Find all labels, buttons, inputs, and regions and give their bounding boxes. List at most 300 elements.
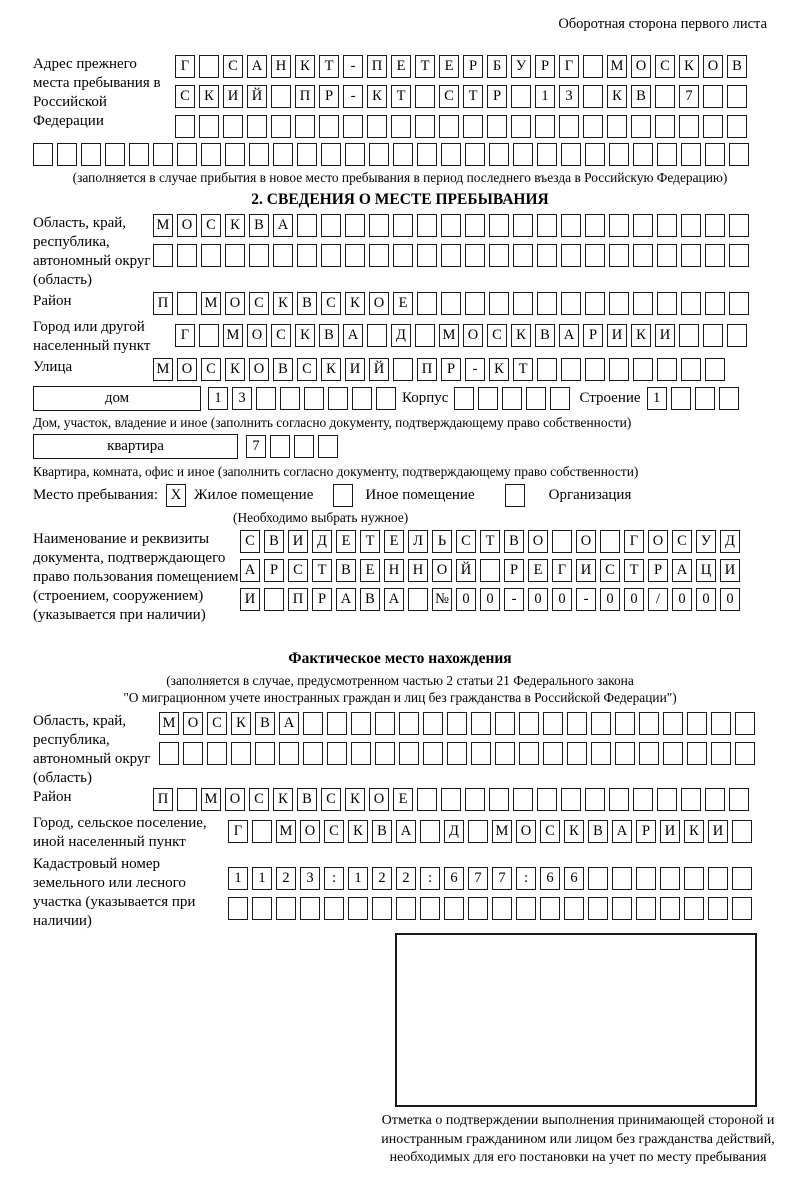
char-cell-empty[interactable] (345, 214, 365, 237)
char-cell-filled[interactable]: А (343, 324, 363, 347)
char-cell-empty[interactable] (399, 742, 419, 765)
char-cell-empty[interactable] (247, 115, 267, 138)
char-cell-empty[interactable] (543, 712, 563, 735)
char-cell-filled[interactable]: № (432, 588, 452, 611)
char-cell-empty[interactable] (561, 292, 581, 315)
char-cell-empty[interactable] (705, 788, 725, 811)
char-cell-empty[interactable] (417, 788, 437, 811)
char-cell-empty[interactable] (591, 742, 611, 765)
char-cell-filled[interactable]: Р (463, 55, 483, 78)
char-cell-empty[interactable] (468, 897, 488, 920)
char-cell-empty[interactable] (585, 788, 605, 811)
char-cell-empty[interactable] (492, 897, 512, 920)
char-cell-empty[interactable] (537, 788, 557, 811)
char-cell-empty[interactable] (727, 85, 747, 108)
char-cell-empty[interactable] (393, 143, 413, 166)
char-cell-empty[interactable] (489, 244, 509, 267)
char-cell-filled[interactable]: 1 (647, 387, 667, 410)
char-cell-filled[interactable]: К (511, 324, 531, 347)
char-cell-filled[interactable]: П (367, 55, 387, 78)
char-cell-empty[interactable] (408, 588, 428, 611)
char-cell-filled[interactable]: 2 (396, 867, 416, 890)
char-cell-filled[interactable]: С (487, 324, 507, 347)
char-cell-filled[interactable]: 3 (232, 387, 252, 410)
char-cell-filled[interactable]: 6 (444, 867, 464, 890)
char-cell-filled[interactable]: Е (393, 292, 413, 315)
char-cell-empty[interactable] (255, 742, 275, 765)
char-cell-empty[interactable] (415, 324, 435, 347)
char-cell-empty[interactable] (417, 244, 437, 267)
char-cell-empty[interactable] (633, 788, 653, 811)
char-cell-empty[interactable] (633, 292, 653, 315)
char-cell-filled[interactable]: Й (456, 559, 476, 582)
char-cell-empty[interactable] (655, 85, 675, 108)
char-cell-filled[interactable]: Т (463, 85, 483, 108)
char-cell-filled[interactable]: С (207, 712, 227, 735)
char-cell-empty[interactable] (615, 742, 635, 765)
char-cell-filled[interactable]: Р (636, 820, 656, 843)
char-cell-filled[interactable]: Ь (432, 530, 452, 553)
char-cell-empty[interactable] (732, 867, 752, 890)
char-cell-empty[interactable] (225, 244, 245, 267)
char-cell-empty[interactable] (543, 742, 563, 765)
char-cell-filled[interactable]: И (660, 820, 680, 843)
char-cell-empty[interactable] (729, 143, 749, 166)
char-cell-empty[interactable] (612, 867, 632, 890)
char-cell-empty[interactable] (583, 55, 603, 78)
char-cell-empty[interactable] (561, 788, 581, 811)
char-cell-empty[interactable] (703, 85, 723, 108)
char-cell-empty[interactable] (511, 85, 531, 108)
char-cell-filled[interactable]: 0 (480, 588, 500, 611)
char-cell-filled[interactable]: А (279, 712, 299, 735)
char-cell-empty[interactable] (561, 143, 581, 166)
char-cell-filled[interactable]: 1 (252, 867, 272, 890)
char-cell-filled[interactable]: - (504, 588, 524, 611)
char-cell-empty[interactable] (304, 387, 324, 410)
char-cell-empty[interactable] (513, 214, 533, 237)
char-cell-empty[interactable] (591, 712, 611, 735)
char-cell-empty[interactable] (583, 115, 603, 138)
char-cell-empty[interactable] (711, 742, 731, 765)
char-cell-filled[interactable]: - (343, 85, 363, 108)
char-cell-filled[interactable]: С (439, 85, 459, 108)
char-cell-filled[interactable]: 0 (600, 588, 620, 611)
char-cell-filled[interactable]: М (492, 820, 512, 843)
char-cell-empty[interactable] (735, 742, 755, 765)
char-cell-empty[interactable] (561, 244, 581, 267)
char-cell-empty[interactable] (367, 115, 387, 138)
char-cell-empty[interactable] (175, 115, 195, 138)
char-cell-filled[interactable]: - (576, 588, 596, 611)
char-cell-filled[interactable]: Р (648, 559, 668, 582)
char-cell-empty[interactable] (375, 712, 395, 735)
char-cell-filled[interactable]: А (384, 588, 404, 611)
char-cell-empty[interactable] (280, 387, 300, 410)
char-cell-empty[interactable] (559, 115, 579, 138)
char-cell-filled[interactable]: В (372, 820, 392, 843)
char-cell-empty[interactable] (561, 358, 581, 381)
char-cell-empty[interactable] (705, 244, 725, 267)
char-cell-filled[interactable]: С (324, 820, 344, 843)
char-cell-empty[interactable] (321, 244, 341, 267)
char-cell-empty[interactable] (417, 292, 437, 315)
char-cell-empty[interactable] (684, 867, 704, 890)
char-cell-empty[interactable] (447, 712, 467, 735)
char-cell-filled[interactable]: А (247, 55, 267, 78)
char-cell-filled[interactable]: К (684, 820, 704, 843)
char-cell-filled[interactable]: О (432, 559, 452, 582)
char-cell-empty[interactable] (711, 712, 731, 735)
char-cell-filled[interactable]: Р (583, 324, 603, 347)
char-cell-filled[interactable]: И (607, 324, 627, 347)
char-cell-empty[interactable] (585, 292, 605, 315)
char-cell-empty[interactable] (495, 712, 515, 735)
char-cell-filled[interactable]: С (223, 55, 243, 78)
char-cell-empty[interactable] (391, 115, 411, 138)
char-cell-filled[interactable]: Н (384, 559, 404, 582)
char-cell-empty[interactable] (537, 292, 557, 315)
char-cell-filled[interactable]: О (516, 820, 536, 843)
char-cell-empty[interactable] (660, 897, 680, 920)
char-cell-filled[interactable]: П (153, 292, 173, 315)
char-cell-filled[interactable]: А (240, 559, 260, 582)
char-cell-empty[interactable] (588, 897, 608, 920)
char-cell-filled[interactable]: О (703, 55, 723, 78)
char-cell-filled[interactable]: Е (336, 530, 356, 553)
char-cell-filled[interactable]: А (396, 820, 416, 843)
char-cell-empty[interactable] (417, 214, 437, 237)
char-cell-empty[interactable] (351, 742, 371, 765)
char-cell-empty[interactable] (367, 324, 387, 347)
char-cell-empty[interactable] (318, 435, 338, 458)
char-cell-empty[interactable] (372, 897, 392, 920)
char-cell-filled[interactable]: Д (312, 530, 332, 553)
char-cell-empty[interactable] (489, 788, 509, 811)
char-cell-empty[interactable] (468, 820, 488, 843)
char-cell-empty[interactable] (705, 292, 725, 315)
char-cell-filled[interactable]: С (672, 530, 692, 553)
char-cell-filled[interactable]: И (240, 588, 260, 611)
char-cell-empty[interactable] (295, 115, 315, 138)
char-cell-empty[interactable] (297, 244, 317, 267)
char-cell-filled[interactable]: С (321, 788, 341, 811)
char-cell-empty[interactable] (633, 244, 653, 267)
char-cell-empty[interactable] (439, 115, 459, 138)
char-cell-empty[interactable] (585, 214, 605, 237)
char-cell-filled[interactable]: В (297, 292, 317, 315)
char-cell-empty[interactable] (417, 143, 437, 166)
char-cell-empty[interactable] (348, 897, 368, 920)
char-cell-filled[interactable]: Д (391, 324, 411, 347)
char-cell-empty[interactable] (561, 214, 581, 237)
char-cell-empty[interactable] (465, 244, 485, 267)
char-cell-empty[interactable] (271, 115, 291, 138)
char-cell-empty[interactable] (276, 897, 296, 920)
char-cell-filled[interactable]: О (631, 55, 651, 78)
char-cell-empty[interactable] (201, 244, 221, 267)
char-cell-empty[interactable] (511, 115, 531, 138)
char-cell-filled[interactable]: Т (480, 530, 500, 553)
char-cell-empty[interactable] (207, 742, 227, 765)
char-cell-empty[interactable] (252, 820, 272, 843)
char-cell-empty[interactable] (655, 115, 675, 138)
char-cell-empty[interactable] (201, 143, 221, 166)
char-cell-empty[interactable] (177, 292, 197, 315)
char-cell-filled[interactable]: 6 (564, 867, 584, 890)
char-cell-empty[interactable] (519, 742, 539, 765)
char-cell-empty[interactable] (465, 292, 485, 315)
char-cell-filled[interactable]: 1 (208, 387, 228, 410)
char-cell-filled[interactable]: С (249, 788, 269, 811)
char-cell-filled[interactable]: О (648, 530, 668, 553)
char-cell-empty[interactable] (480, 559, 500, 582)
char-cell-filled[interactable]: К (367, 85, 387, 108)
char-cell-empty[interactable] (585, 358, 605, 381)
char-cell-empty[interactable] (352, 387, 372, 410)
char-cell-filled[interactable]: С (600, 559, 620, 582)
char-cell-empty[interactable] (489, 292, 509, 315)
char-cell-filled[interactable]: А (559, 324, 579, 347)
char-cell-empty[interactable] (231, 742, 251, 765)
char-cell-filled[interactable]: 3 (559, 85, 579, 108)
char-cell-empty[interactable] (684, 897, 704, 920)
char-cell-empty[interactable] (502, 387, 522, 410)
char-cell-empty[interactable] (183, 742, 203, 765)
char-cell-empty[interactable] (177, 788, 197, 811)
char-cell-filled[interactable]: Р (487, 85, 507, 108)
char-cell-empty[interactable] (129, 143, 149, 166)
char-cell-empty[interactable] (537, 143, 557, 166)
char-cell-filled[interactable]: В (360, 588, 380, 611)
char-cell-empty[interactable] (273, 143, 293, 166)
char-cell-empty[interactable] (600, 530, 620, 553)
char-cell-filled[interactable]: 2 (276, 867, 296, 890)
char-cell-empty[interactable] (465, 788, 485, 811)
char-cell-empty[interactable] (399, 712, 419, 735)
char-cell-empty[interactable] (516, 897, 536, 920)
char-cell-empty[interactable] (345, 244, 365, 267)
char-cell-filled[interactable]: М (223, 324, 243, 347)
char-cell-filled[interactable]: И (655, 324, 675, 347)
char-cell-filled[interactable]: В (255, 712, 275, 735)
char-cell-empty[interactable] (177, 143, 197, 166)
char-cell-empty[interactable] (679, 324, 699, 347)
char-cell-empty[interactable] (513, 788, 533, 811)
char-cell-empty[interactable] (321, 143, 341, 166)
char-cell-filled[interactable]: В (264, 530, 284, 553)
char-cell-filled[interactable]: К (231, 712, 251, 735)
char-cell-empty[interactable] (252, 897, 272, 920)
char-cell-filled[interactable]: 2 (372, 867, 392, 890)
char-cell-filled[interactable]: В (727, 55, 747, 78)
char-cell-filled[interactable]: К (273, 788, 293, 811)
char-cell-filled[interactable]: О (300, 820, 320, 843)
char-cell-empty[interactable] (735, 712, 755, 735)
char-cell-filled[interactable]: О (249, 358, 269, 381)
char-cell-empty[interactable] (719, 387, 739, 410)
char-cell-filled[interactable]: Е (393, 788, 413, 811)
char-cell-empty[interactable] (264, 588, 284, 611)
char-cell-empty[interactable] (609, 143, 629, 166)
char-cell-empty[interactable] (513, 244, 533, 267)
char-cell-empty[interactable] (369, 143, 389, 166)
char-cell-filled[interactable]: Г (552, 559, 572, 582)
char-cell-filled[interactable]: С (271, 324, 291, 347)
stay-type-checkbox-other-premises[interactable] (333, 484, 353, 507)
char-cell-empty[interactable] (681, 358, 701, 381)
char-cell-empty[interactable] (279, 742, 299, 765)
char-cell-filled[interactable]: Т (319, 55, 339, 78)
char-cell-filled[interactable]: Т (391, 85, 411, 108)
char-cell-empty[interactable] (319, 115, 339, 138)
char-cell-empty[interactable] (441, 292, 461, 315)
char-cell-filled[interactable]: Е (391, 55, 411, 78)
char-cell-empty[interactable] (471, 712, 491, 735)
char-cell-filled[interactable]: М (607, 55, 627, 78)
char-cell-empty[interactable] (727, 115, 747, 138)
char-cell-empty[interactable] (552, 530, 572, 553)
char-cell-filled[interactable]: К (225, 214, 245, 237)
char-cell-empty[interactable] (441, 143, 461, 166)
char-cell-empty[interactable] (454, 387, 474, 410)
char-cell-filled[interactable]: 0 (672, 588, 692, 611)
char-cell-empty[interactable] (345, 143, 365, 166)
char-cell-filled[interactable]: К (564, 820, 584, 843)
char-cell-empty[interactable] (376, 387, 396, 410)
char-cell-empty[interactable] (57, 143, 77, 166)
stay-type-checkbox-residential[interactable]: X (166, 484, 186, 507)
char-cell-filled[interactable]: С (175, 85, 195, 108)
char-cell-empty[interactable] (657, 292, 677, 315)
char-cell-filled[interactable]: 0 (624, 588, 644, 611)
char-cell-empty[interactable] (303, 712, 323, 735)
char-cell-filled[interactable]: В (336, 559, 356, 582)
char-cell-filled[interactable]: А (672, 559, 692, 582)
char-cell-filled[interactable]: Р (264, 559, 284, 582)
char-cell-empty[interactable] (681, 788, 701, 811)
char-cell-empty[interactable] (671, 387, 691, 410)
char-cell-filled[interactable]: К (273, 292, 293, 315)
char-cell-empty[interactable] (732, 820, 752, 843)
char-cell-empty[interactable] (199, 55, 219, 78)
char-cell-empty[interactable] (612, 897, 632, 920)
char-cell-filled[interactable]: Р (319, 85, 339, 108)
char-cell-empty[interactable] (447, 742, 467, 765)
char-cell-filled[interactable]: Т (513, 358, 533, 381)
char-cell-filled[interactable]: П (288, 588, 308, 611)
char-cell-filled[interactable]: Е (360, 559, 380, 582)
char-cell-filled[interactable]: Н (271, 55, 291, 78)
char-cell-filled[interactable]: А (273, 214, 293, 237)
char-cell-filled[interactable]: 0 (456, 588, 476, 611)
char-cell-filled[interactable]: С (201, 358, 221, 381)
char-cell-filled[interactable]: 0 (720, 588, 740, 611)
char-cell-filled[interactable]: 7 (468, 867, 488, 890)
char-cell-empty[interactable] (729, 244, 749, 267)
char-cell-empty[interactable] (537, 214, 557, 237)
char-cell-empty[interactable] (705, 214, 725, 237)
char-cell-empty[interactable] (256, 387, 276, 410)
char-cell-empty[interactable] (199, 324, 219, 347)
char-cell-filled[interactable]: О (528, 530, 548, 553)
char-cell-filled[interactable]: О (177, 358, 197, 381)
char-cell-empty[interactable] (703, 324, 723, 347)
char-cell-filled[interactable]: К (679, 55, 699, 78)
char-cell-filled[interactable]: - (465, 358, 485, 381)
char-cell-empty[interactable] (564, 897, 584, 920)
char-cell-empty[interactable] (727, 324, 747, 347)
char-cell-empty[interactable] (537, 244, 557, 267)
char-cell-empty[interactable] (657, 788, 677, 811)
char-cell-empty[interactable] (609, 292, 629, 315)
char-cell-filled[interactable]: У (696, 530, 716, 553)
char-cell-empty[interactable] (159, 742, 179, 765)
char-cell-empty[interactable] (297, 143, 317, 166)
char-cell-filled[interactable]: О (177, 214, 197, 237)
char-cell-empty[interactable] (526, 387, 546, 410)
char-cell-empty[interactable] (369, 244, 389, 267)
char-cell-empty[interactable] (609, 788, 629, 811)
char-cell-empty[interactable] (303, 742, 323, 765)
char-cell-empty[interactable] (423, 742, 443, 765)
char-cell-empty[interactable] (369, 214, 389, 237)
char-cell-filled[interactable]: : (324, 867, 344, 890)
char-cell-filled[interactable]: О (576, 530, 596, 553)
char-cell-filled[interactable]: О (183, 712, 203, 735)
char-cell-empty[interactable] (105, 143, 125, 166)
char-cell-filled[interactable]: 0 (528, 588, 548, 611)
char-cell-filled[interactable]: 6 (540, 867, 560, 890)
char-cell-empty[interactable] (732, 897, 752, 920)
char-cell-empty[interactable] (465, 143, 485, 166)
char-cell-filled[interactable]: И (708, 820, 728, 843)
char-cell-empty[interactable] (420, 820, 440, 843)
char-cell-empty[interactable] (663, 742, 683, 765)
char-cell-filled[interactable]: Н (408, 559, 428, 582)
char-cell-empty[interactable] (351, 712, 371, 735)
char-cell-filled[interactable]: Й (247, 85, 267, 108)
char-cell-empty[interactable] (636, 897, 656, 920)
char-cell-filled[interactable]: О (225, 788, 245, 811)
char-cell-empty[interactable] (729, 292, 749, 315)
char-cell-empty[interactable] (708, 867, 728, 890)
char-cell-empty[interactable] (636, 867, 656, 890)
char-cell-empty[interactable] (657, 214, 677, 237)
char-cell-filled[interactable]: И (288, 530, 308, 553)
char-cell-filled[interactable]: И (720, 559, 740, 582)
char-cell-empty[interactable] (273, 244, 293, 267)
char-cell-empty[interactable] (537, 358, 557, 381)
char-cell-empty[interactable] (657, 244, 677, 267)
char-cell-empty[interactable] (695, 387, 715, 410)
char-cell-empty[interactable] (415, 115, 435, 138)
char-cell-filled[interactable]: О (225, 292, 245, 315)
char-cell-filled[interactable]: О (369, 292, 389, 315)
char-cell-empty[interactable] (465, 214, 485, 237)
char-cell-empty[interactable] (225, 143, 245, 166)
char-cell-filled[interactable]: Е (528, 559, 548, 582)
char-cell-filled[interactable]: 3 (300, 867, 320, 890)
char-cell-empty[interactable] (535, 115, 555, 138)
char-cell-empty[interactable] (567, 712, 587, 735)
char-cell-empty[interactable] (513, 292, 533, 315)
char-cell-filled[interactable]: А (612, 820, 632, 843)
char-cell-empty[interactable] (681, 244, 701, 267)
char-cell-empty[interactable] (420, 897, 440, 920)
char-cell-filled[interactable]: А (336, 588, 356, 611)
char-cell-filled[interactable]: В (297, 788, 317, 811)
